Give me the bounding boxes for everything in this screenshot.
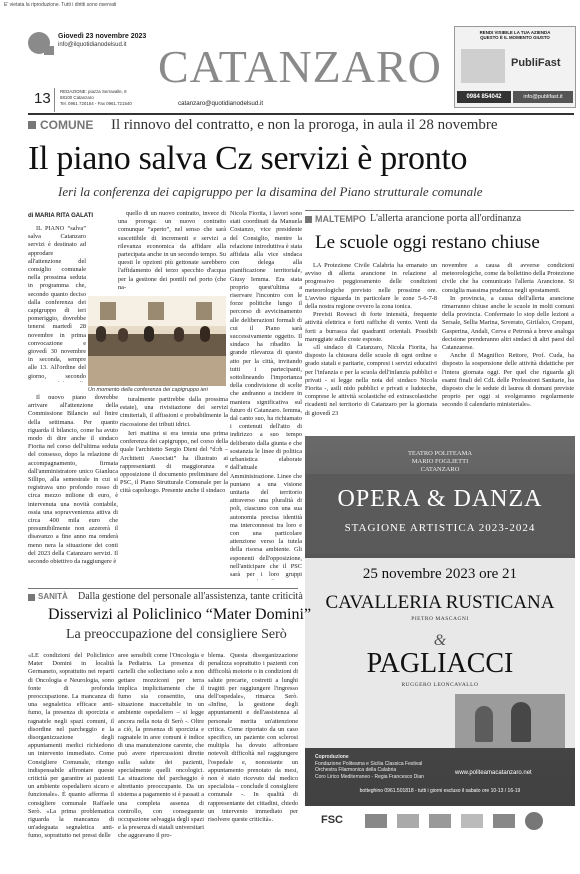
byline: di MARIA RITA GALATI — [28, 213, 93, 219]
opera-date: 25 novembre 2023 ore 21 — [362, 566, 518, 582]
copyright-notice: E' vietata la riproduzione. Tutti i diritti sono riservati — [4, 2, 117, 8]
lead-headline: Il piano salva Cz servizi è pronto — [28, 140, 468, 177]
ad-image — [461, 49, 505, 83]
conference-photo — [88, 296, 226, 386]
eu-flag-icon — [365, 814, 387, 828]
fsc-logo: FSC — [321, 814, 343, 826]
opera-danza-ad[interactable] — [305, 436, 575, 866]
lead-column-1a: IL PIANO “salva” salva Catanzaro servizi è destinato ad approdare all'attenzione del consiglio comunale nella prossima seduta in programma che, secondo quanto deciso dalla conferenza dei capigruppo di ieri pomeriggio, dovrebbe tenersi martedì 28 novembre in prima convocazione e giovedì 30 novembre in seconda, sempre alle 13. All'ordine del giorno, secondo — [28, 225, 86, 380]
sanita-column-3: blema. Questa disorganizzazione penalizza soprattutto i pazienti con difficoltà motorie o in condizioni di salute precarie, costretti a lunghi tragitti per raggiungere l'ingresso dell'ospedale», rimarca Serò. «Infine, la gestione degli appuntamenti e dell'assistenza al personale merita un'attenzione critica. Come riportato da un caso specifico, un paziente con sclerosi multipla ha dovuto affrontare notevoli difficoltà nel raggiungere l'ospedale e, nonostante un appuntamento prenotato da mesi, non è stato ricevuto dal medico specialista – conclude il consigliere comunale -. In qualità di rappresentante dei cittadini, chiedo un intervento immediato per risolvere queste criticità». — [208, 652, 298, 824]
maltempo-column-1: LA Protezione Civile Calabria ha emanato un avviso di allerta arancione in relazione al progressivo peggioramento delle condizioni meteorologiche previsto nelle prossime ore. L'avviso riguarda in particolare le zone 5-6-7-8 della nostra regione ovvero la zona ionica. Previsti Rovesci di forte intensità, frequente attività elettrica e forti raffiche di vento. Venti da forti a burrasca dai quadranti orientali. Possibili mareggiate sulle coste esposte. «Il sindaco di Catanzaro, Nicola Fiorita, ha disposto la chiusura delle scuole di ogni ordine e grado statali e paritarie, compresi i servizi educativi per l'infanzia e per la scuola dell'infanzia pubblici e privati - si legge nella nota del sindaco Nicola Fiorita -, asili nido pubblici e privati e ludoteche, comprese le attività scolastiche ed extrascolastiche ricadenti nel territorio di Catanzaro per la giornata di giovedì 23 — [305, 262, 437, 417]
ampersand: & — [433, 632, 447, 649]
issue-date: Giovedì 23 novembre 2023 — [58, 33, 147, 40]
lead-column-1b: Il nuovo piano dovrebbe arrivare all'attenzione della Commissione Bilancio sul finire della settimana. Per quanto riguarda il bilancio, come ha avuto modo di dire anche il sindaco Fiorita nel corso dell'ultima seduta del consesso, dopo la relazione di accompagnamento, firmata dall'amministratore unico Gianluca Sillipo, alla semestrale in cui si registrava uno profondo rosso di circa mezzo milione di euro, è intervenuta una novità contabile, ossia una sopravvenienza attiva di circa 400 mila euro che presumibilmente non azzererà il disavanzo a fine anno ma renderà meno nera la situazione dei conti del 2023 della Catanzaro servizi. Il secondo obiettivo da raggiungere è — [28, 394, 118, 566]
seal-icon — [525, 812, 543, 830]
sanita-column-2: aree sensibili come l'Oncologia e la Pediatria. La presenza di cartelli che sollecitano solo a non gettare mozziconi per terra implica implicitamente che il fumo sia consentito, una situazione inaccettabile in un ambiente ospedaliero – si legge ancora nella nota di Serò -. Oltre a ciò, la presenza di sporcizia e ragnatele in aree comuni è indice di una manutenzione carente, che può avere ripercussioni dirette sulla salute dei pazienti, specialmente quelli oncologici. La situazione del parcheggio è altrettanto preoccupante. Da un sistema a pagamento si è passati a una completa assenza di controllo, con conseguente occupazione selvaggia degli spazi e la presenza di statali universitari che aggravano il pro- — [118, 652, 204, 840]
redazione-block: REDAZIONE: piazza Serravalle, 8 88100 Catanzaro Tel. 0961 720164 - Fax 0961.721540 — [60, 89, 132, 106]
ministry-logo-icon — [461, 814, 483, 828]
maltempo-kicker: L'allerta arancione porta all'ordinanza — [370, 213, 522, 224]
website[interactable]: www.politeamacatanzaro.net — [455, 770, 532, 776]
site-email[interactable]: info@ilquotidianodelsud.it — [58, 42, 127, 48]
performers-photo — [455, 694, 565, 748]
box-office: botteghino 0961.501818 - tutti i giorni escluso il sabato ore 10-13 / 16-19 — [359, 788, 521, 794]
redazione-email[interactable]: catanzaro@quotidianodelsud.it — [178, 100, 264, 107]
maltempo-rule — [305, 210, 574, 211]
section-marker — [28, 121, 36, 129]
lead-kicker: Il rinnovo del contratto, e non la proroga, in aula il 28 novembre — [111, 117, 498, 133]
lead-column-3: Nicola Fiorita, i lavori sono stati coordinati da Manuela Costanzo, vice presidente del Consiglio, mentre la relazione introduttiva è stata affidata alla vice sindaca con delega alla pianificazione territoriale, Giusy Iemma. Era stata proprio quest'ultima a riservare l'incontro con le forze politiche lungo il percorso di avvicinamento alle deliberazioni formali di cui il Piano sarà successivamente oggetto. Il sindaco ha ribadito la grande rilevanza di questo atto per la città, invitando tutti i partecipanti, sottolineando l'importanza della condivisione di scelte che andranno a incidere in maniera significativa sul futuro di Catanzaro. Iemma, dal canto suo, ha richiamato i contenuti dell'atto di indirizzo a suo tempo deliberato dalla giunta e che sostanzia le linee di politica urbanistica elaborate dall'attuale Amministrazione. Linee che puntano a una visione unitaria del territorio attraverso una pluralità di poli, ciascuno con una sua autonomia precisa identità ma interconnessi tra loro e con una particolare attenzione verso la tutela della risorsa ambiente. Gli esponenti dell'opposizione, nell'anticipare che il PSC sarà per i loro gruppi — [230, 210, 302, 578]
opera-title-2: PAGLIACCI — [366, 648, 514, 679]
sanita-marker — [28, 594, 35, 601]
divider — [54, 88, 55, 112]
logo-mark-tail — [44, 46, 54, 55]
sanita-column-1: «LE condizioni del Policlinico Mater Domini in località Germaneto, soprattutto nei reparti di Oncologia e Neurologia, sono fonte di profonda preoccupazione. La mancanza di una segnaletica efficace anti-fumo, la presenza di sporcizia e ragnatele negli spazi comuni, il disordine nel parcheggio e la disorganizzazione degli appuntamenti medici richiedono un intervento immediato. Come Consigliere Comunale, ritengo indispensabile affrontare queste criticità per garantire ai pazienti un ambiente ospedaliero sicuro e funzionale». È quanto afferma il consigliere comunale Raffaele Serò. «La prima problematica riguarda la mancanza di un'adeguata segnaletica anti-fumo, soprattutto nei pressi delle — [28, 652, 114, 840]
region-logo-icon — [429, 814, 451, 828]
sanita-headline: Disservizi al Policlinico “Mater Domini” — [48, 606, 312, 623]
opera-title-1: CAVALLERIA RUSTICANA — [325, 592, 555, 613]
masthead-rule — [28, 113, 574, 115]
lead-column-2c: Ieri mattina si era tenuta una prima conferenza dei capigruppo, nel corso della quale l'architetto Sergio Dieni del “d:rh – Architetti Associati” ha illustrato ai rappresentanti di maggioranza e opposizione il documento preliminare del PSC, il Piano Strutturale Comunale per la città capoluogo. Presente anche il sindaco — [120, 430, 228, 495]
section-label: COMUNE — [40, 118, 94, 132]
maltempo-headline: Le scuole oggi restano chiuse — [315, 232, 540, 253]
sanita-rule — [28, 588, 298, 589]
sanita-subheadline: La preoccupazione del consigliere Serò — [66, 627, 287, 642]
credits: Coproduzione Fondazione Politeama e Sicilia Classica Festival Orchestra Filarmonica della Calabria Coro Lirico Mediterraneo - Regia Francesco Dian — [315, 754, 424, 780]
maltempo-column-2: novembre a causa di avverse condizioni meteorologiche, come da bollettino della Protezione civile che ha comunicato l'allerta Arancione. Si consiglia massima prudenza negli spostamenti. In provincia, a causa dell'allerta arancione rimarranno chiuse anche le scuole in molti comuni della provincia. Confermato lo stop delle lezioni a Sersale, Sellia Marina, Soverato, Girifalco, Cropani, Gasperina, Andali, Cerva e Petronà a breve analoga decisione prenderanno altri sindaci di altri paesi del Catanzarese. Anche il Magnifico Rettore, Prof. Cuda, ha disposto la sospensione delle attività didattiche per l'intera giornata oggi. Per quel che riguarda gli esami finali del CdL delle Professioni Sanitarie, ha disposto che le sedute di laurea di domani previste proprio per oggi si svolgeranno regolarmente secondo il calendario ministeriale». — [442, 262, 574, 409]
maltempo-section: MALTEMPO — [315, 214, 366, 224]
photo-caption: Un momento della conferenza dei capigruppo ieri — [88, 387, 208, 393]
ad-publifast[interactable] — [454, 26, 576, 108]
opera-title: OPERA & DANZA — [337, 486, 543, 512]
lead-column-2a: quello di un nuovo contratto, invece di una proroga: un nuovo contratto comunque “aperto”, nel senso che sarà suscettibile di incrementi e servizi a rilevanza economica da affidare alla partecipata anche in un secondo tempo. Su questi le opzioni più gettonate sarebbero l'affidamento del terzo specchio d'acqua per la gestione dei pontili nel porto (che na- — [118, 210, 226, 291]
city-title: CATANZARO — [158, 41, 442, 92]
lead-subheadline: Ieri la conferenza dei capigruppo per la disamina del Piano strutturale comunale — [58, 184, 483, 199]
page-number: 13 — [34, 90, 51, 107]
maltempo-marker — [305, 216, 312, 223]
ad-line2: QUESTO È IL MOMENTO GIUSTO — [480, 35, 550, 40]
theatre-name: TEATRO POLITEAMA MARIO FOGLIETTI CATANZARO — [407, 450, 473, 473]
ad-email: info@publifast.it — [513, 91, 573, 103]
opera-season: STAGIONE ARTISTICA 2023-2024 — [344, 522, 536, 534]
ad-brand: PubliFast — [511, 57, 561, 69]
sanita-section: SANITÀ — [38, 592, 68, 601]
sponsor-logo-icon — [493, 814, 515, 828]
composer-2: RUGGERO LEONCAVALLO — [401, 682, 479, 688]
lead-column-2b: turalmente partirebbe dalla prossima estate), una rivisitazione dei servizi cimiteriali, il affissioni e probabilmente la riscossione dei tributi idrici. — [120, 396, 228, 428]
ad-phone: 0984 854042 — [457, 91, 511, 103]
composer-1: PIETRO MASCAGNI — [411, 616, 469, 622]
italy-emblem-icon — [397, 814, 419, 828]
sanita-kicker: Dalla gestione del personale all'assistenza, tante criticità — [78, 591, 303, 602]
ad-line1: RENDI VISIBILE LA TUA AZIENDA — [479, 30, 551, 35]
